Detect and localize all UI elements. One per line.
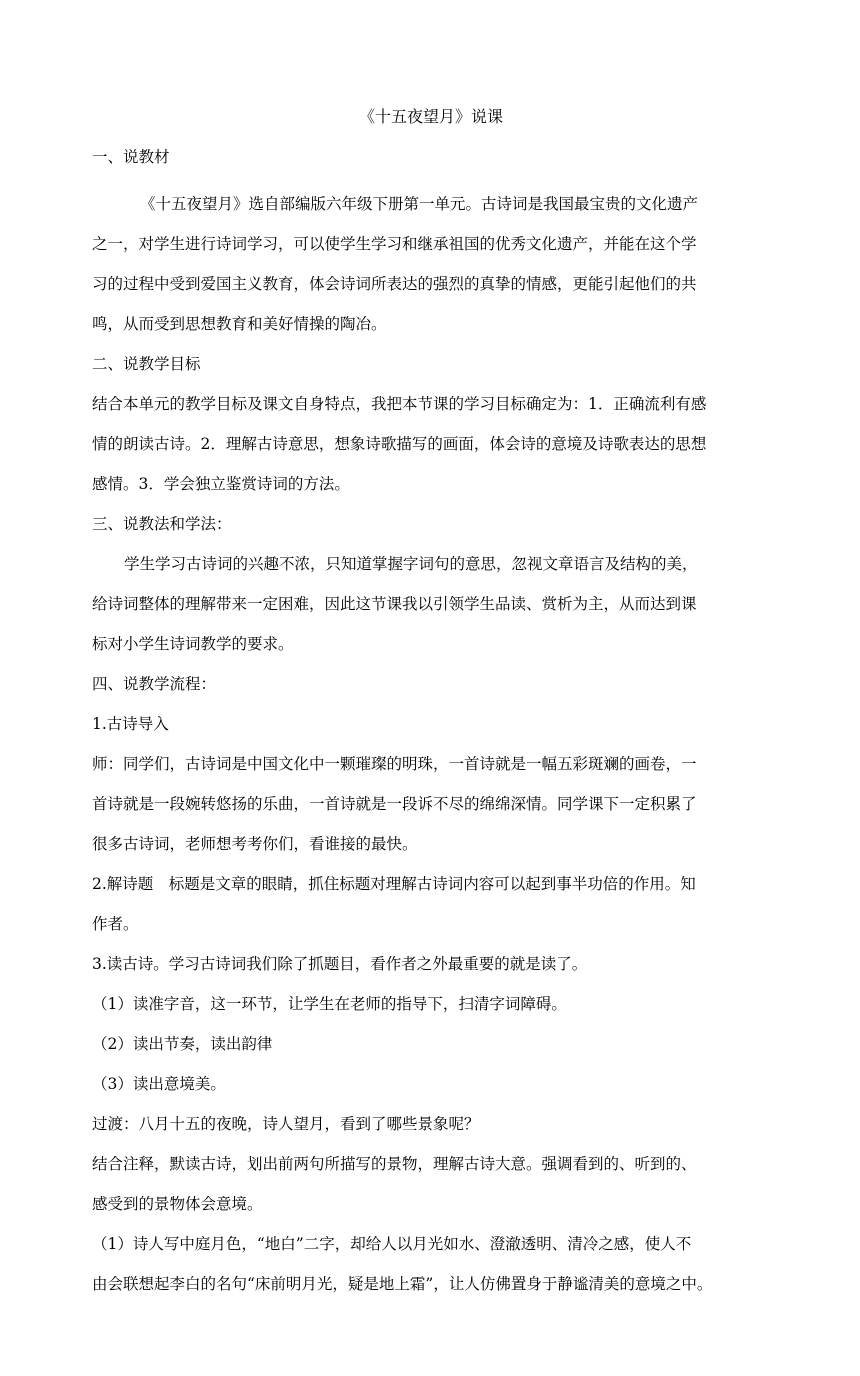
section-heading-process: 四、说教学流程： (92, 675, 217, 693)
paragraph-line: 结合本单元的教学目标及课文自身特点，我把本节课的学习目标确定为：1．正确流利有感 (92, 395, 707, 413)
paragraph-line: 结合注释，默读古诗，划出前两句所描写的景物，理解古诗大意。强调看到的、听到的、 (92, 1155, 697, 1173)
paragraph-line: 由会联想起李白的名句“床前明月光，疑是地上霜”，让人仿佛置身于静谧清美的意境之中。 (92, 1275, 713, 1293)
paragraph-line: 2.解诗题 标题是文章的眼睛，抓住标题对理解古诗词内容可以起到事半功倍的作用。知 (92, 875, 696, 893)
paragraph-line: 师：同学们，古诗词是中国文化中一颗璀璨的明珠，一首诗就是一幅五彩斑斓的画卷，一 (92, 755, 697, 773)
paragraph-line: 给诗词整体的理解带来一定困难，因此这节课我以引领学生品读、赏析为主，从而达到课 (92, 595, 697, 613)
paragraph-line: 学生学习古诗词的兴趣不浓，只知道掌握字词句的意思，忽视文章语言及结构的美， (124, 555, 698, 573)
section-methods (92, 504, 770, 664)
paragraph-line: 首诗就是一段婉转悠扬的乐曲，一首诗就是一段诉不尽的绵绵深情。同学课下一定积累了 (92, 795, 697, 813)
section-heading-teaching-goals-wrap (92, 344, 770, 504)
section-heading-teaching-material: 一、说教材 (92, 148, 170, 166)
paragraph-line: 作者。 (92, 915, 139, 933)
list-item: （1）读准字音，这一环节，让学生在老师的指导下，扫清字词障碍。 (92, 995, 567, 1013)
document-title: 《十五夜望月》说课 (358, 107, 503, 126)
paragraph-line: 感情。3．学会独立鉴赏诗词的方法。 (92, 475, 350, 493)
section-heading-methods: 三、说教法和学法： (92, 515, 232, 533)
paragraph-line: 习的过程中受到爱国主义教育，体会诗词所表达的强烈的真挚的情感，更能引起他们的共 (92, 275, 697, 293)
paragraph-line: 《十五夜望月》选自部编版六年级下册第一单元。古诗词是我国最宝贵的文化遗产 (140, 195, 699, 213)
paragraph-line: 感受到的景物体会意境。 (92, 1195, 263, 1213)
section-process (92, 664, 770, 1304)
paragraph-line: 很多古诗词，老师想考考你们，看谁接的最快。 (92, 835, 418, 853)
paragraph-line: 标对小学生诗词教学的要求。 (92, 635, 294, 653)
document-page (92, 104, 770, 1304)
section-heading-teaching-goals: 二、说教学目标 (92, 355, 201, 373)
transition-line: 过渡：八月十五的夜晚，诗人望月，看到了哪些景象呢？ (92, 1115, 480, 1133)
step-heading-reading: 3.读古诗。学习古诗词我们除了抓题目，看作者之外最重要的就是读了。 (92, 955, 588, 973)
paragraph-line: 情的朗读古诗。2．理解古诗意思，想象诗歌描写的画面，体会诗的意境及诗歌表达的思想 (92, 435, 707, 453)
paragraph-line: 之一，对学生进行诗词学习，可以使学生学习和继承祖国的优秀文化遗产，并能在这个学 (92, 235, 697, 253)
paragraph-line: （1）诗人写中庭月色，“地白”二字，却给人以月光如水、澄澈透明、清冷之感，使人不 (92, 1235, 692, 1253)
list-item: （3）读出意境美。 (92, 1075, 226, 1093)
step-heading-intro: 1.古诗导入 (92, 715, 169, 733)
paragraph-line: 鸣，从而受到思想教育和美好情操的陶冶。 (92, 315, 387, 333)
list-item: （2）读出节奏，读出韵律 (92, 1035, 273, 1053)
paragraph-teaching-material (92, 184, 770, 344)
